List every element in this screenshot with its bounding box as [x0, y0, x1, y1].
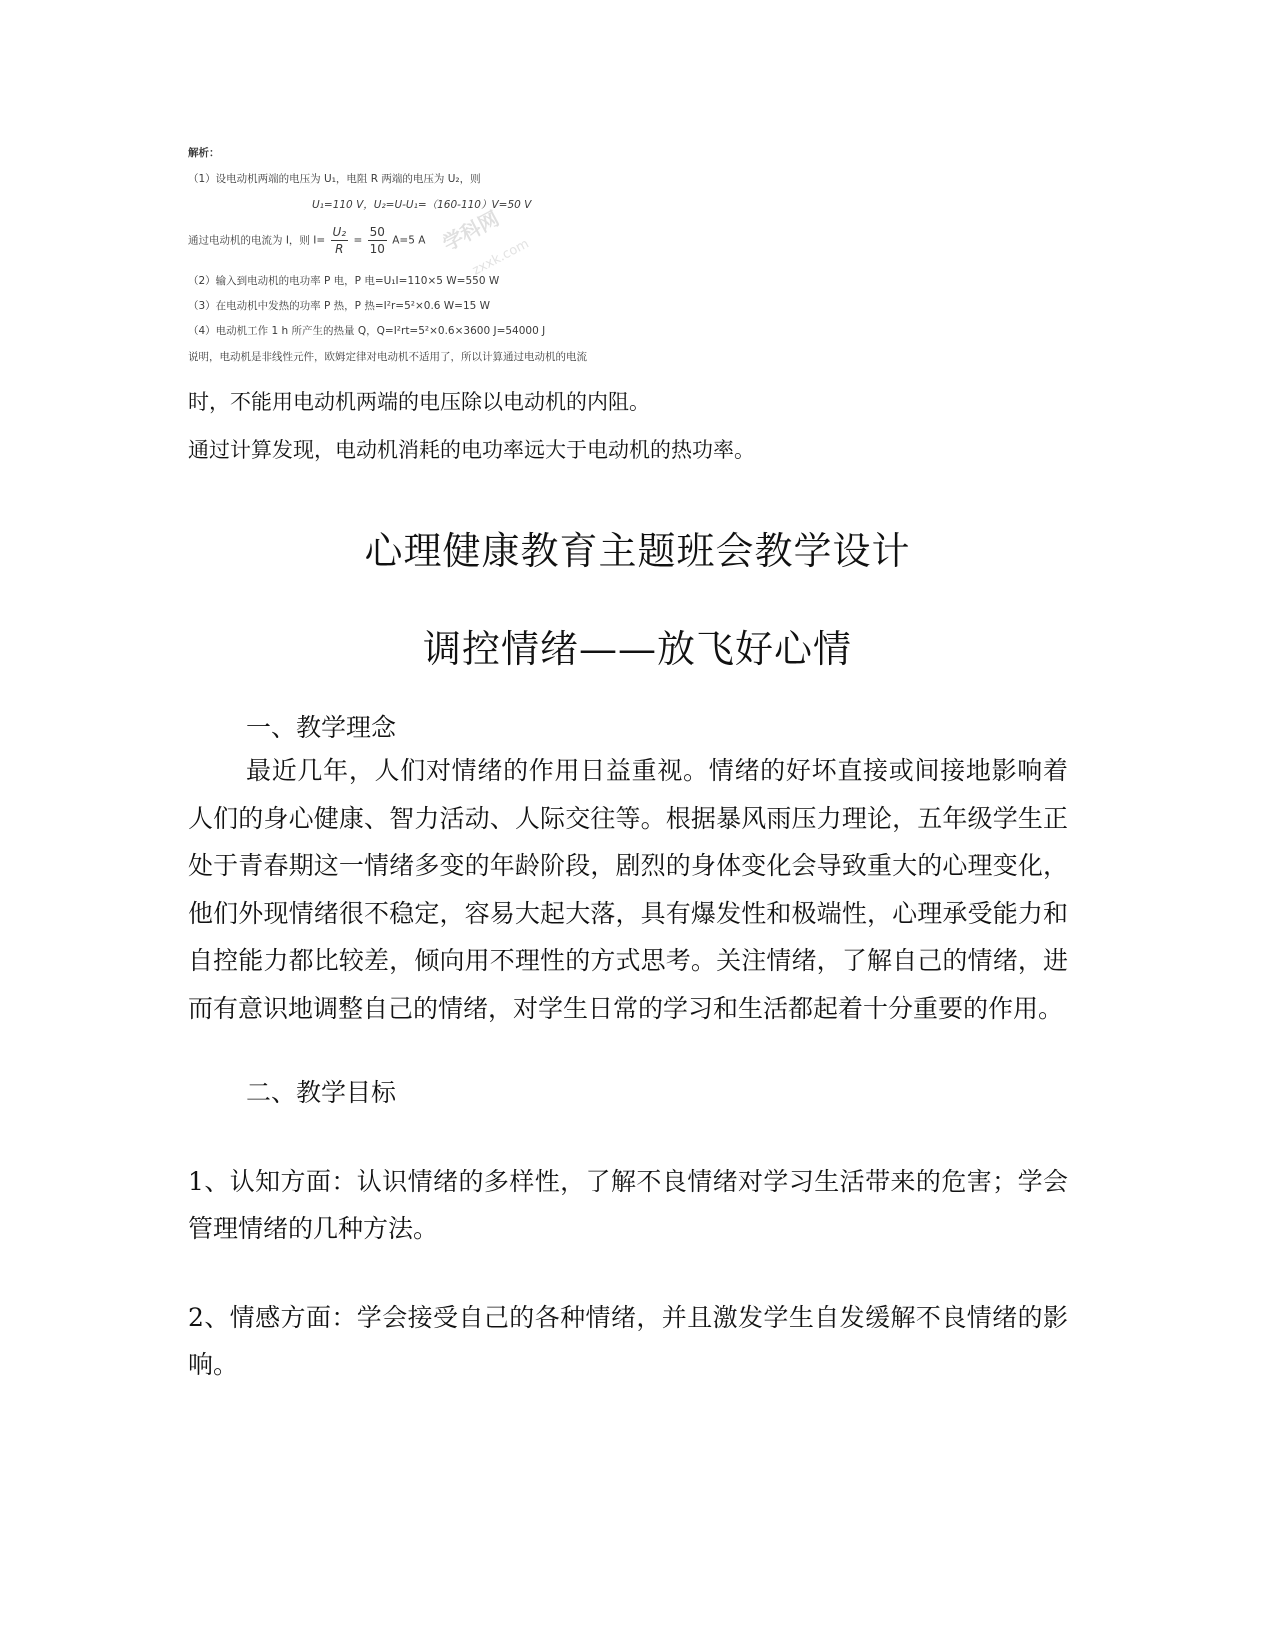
solution-line-3-prefix: 通过电动机的电流为 I，则 I=: [188, 234, 326, 247]
solution-line-4: （2）输入到电动机的电功率 P 电，P 电=U₁I=110×5 W=550 W: [188, 275, 500, 287]
fraction-numerator: 50: [369, 225, 385, 239]
fraction-denominator: 10: [369, 242, 385, 256]
solution-line-2: U₁=110 V，U₂=U-U₁=（160-110）V=50 V: [312, 199, 532, 211]
page-subtitle: 调控情绪——放飞好心情: [422, 627, 852, 671]
fraction-50-over-10: [368, 224, 387, 257]
continuation-line-2: 通过计算发现，电动机消耗的电功率远大于电动机的热功率。: [188, 438, 755, 462]
fraction-u2-over-r: [331, 224, 349, 257]
continuation-line-1: 时，不能用电动机两端的电压除以电动机的内阻。: [188, 390, 650, 414]
solution-line-3: [188, 224, 425, 257]
page-title: 心理健康教育主题班会教学设计: [364, 529, 911, 573]
watermark-url: zxxk.com: [470, 236, 532, 279]
equals-sign: =: [353, 234, 363, 247]
solution-line-6: （4）电动机工作 1 h 所产生的热量 Q，Q=I²rt=5²×0.6×3600 J=54000 J: [188, 325, 546, 337]
solution-heading: 解析：: [188, 147, 220, 159]
solution-line-3-suffix: A=5 A: [392, 234, 426, 247]
solution-line-7: 说明，电动机是非线性元件，欧姆定律对电动机不适用了，所以计算通过电动机的电流: [188, 351, 587, 363]
solution-line-1: （1）设电动机两端的电压为 U₁，电阻 R 两端的电压为 U₂，则: [188, 173, 481, 185]
section-2-heading: 二、教学目标: [246, 1078, 397, 1107]
section-1-paragraph: 最近几年，人们对情绪的作用日益重视。情绪的好坏直接或间接地影响着人们的身心健康、智力活动、人际交往等。根据暴风雨压力理论，五年级学生正处于青春期这一情绪多变的年龄阶段，剧烈的身体变化会导致重大的心理变化，他们外现情绪很不稳定，容易大起大落，具有爆发性和极端性，心理承受能力和自控能力都比较差，倾向用不理性的方式思考。关注情绪，了解自己的情绪，进而有意识地调整自己的情绪，对学生日常的学习和生活都起着十分重要的作用。: [188, 756, 1068, 1023]
solution-line-5: （3）在电动机中发热的功率 P 热，P 热=I²r=5²×0.6 W=15 W: [188, 300, 491, 312]
watermark-logo: 学科网: [438, 206, 503, 256]
section-1-heading: 一、教学理念: [246, 713, 397, 742]
objective-item-1: 1、认知方面：认识情绪的多样性，了解不良情绪对学习生活带来的危害；学会管理情绪的几种方法。: [188, 1167, 1068, 1243]
objective-item-2: 2、情感方面：学会接受自己的各种情绪，并且激发学生自发缓解不良情绪的影响。: [188, 1303, 1068, 1379]
fraction-numerator: U₂: [332, 225, 347, 239]
fraction-denominator: R: [335, 242, 344, 256]
